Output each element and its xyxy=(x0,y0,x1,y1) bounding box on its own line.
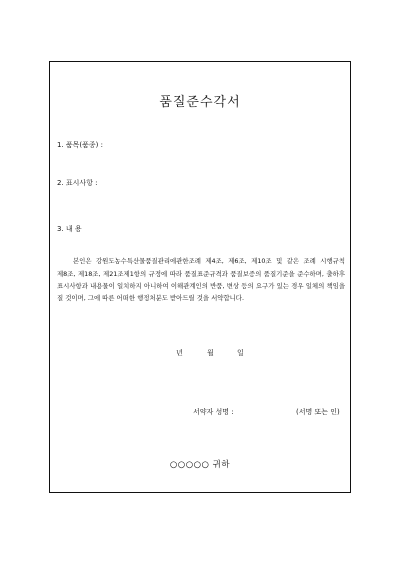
item-field-label: 1. 품목(품종) : xyxy=(57,141,103,149)
label-info-field-label: 2. 표시사항 : xyxy=(57,179,98,187)
signature-hint: (서명 또는 인) xyxy=(296,408,340,416)
addressee-line: ○○○○○ 귀하 xyxy=(169,460,231,470)
document-title: 품질준수각서 xyxy=(159,95,241,110)
date-day-label: 일 xyxy=(237,349,244,357)
date-year-label: 년 xyxy=(176,349,183,357)
date-month-label: 월 xyxy=(207,349,214,357)
document-frame xyxy=(49,61,351,493)
signer-name-label: 서약자 성명 : xyxy=(193,408,234,416)
pledge-body-text: 본인은 강원도농수특산물품질관리에관한조례 제4조, 제6조, 제10조 및 같은 조례 시행규칙 제8조, 제18조, 제21조제1항의 규정에 따라 품질표준규격과 품질보증의 품질기준을 준수하며, 출하후 표시사항과 내용물이 일치하지 아니하여 이해관계인의 반품, 변상 등의 요구가 있는 경우 일체의 책임을 질 것이며, 그에 따른 어떠한 행정처분도 받아드릴 것을 서약합니다. xyxy=(57,257,345,302)
content-field-label: 3. 내 용 xyxy=(57,225,82,233)
